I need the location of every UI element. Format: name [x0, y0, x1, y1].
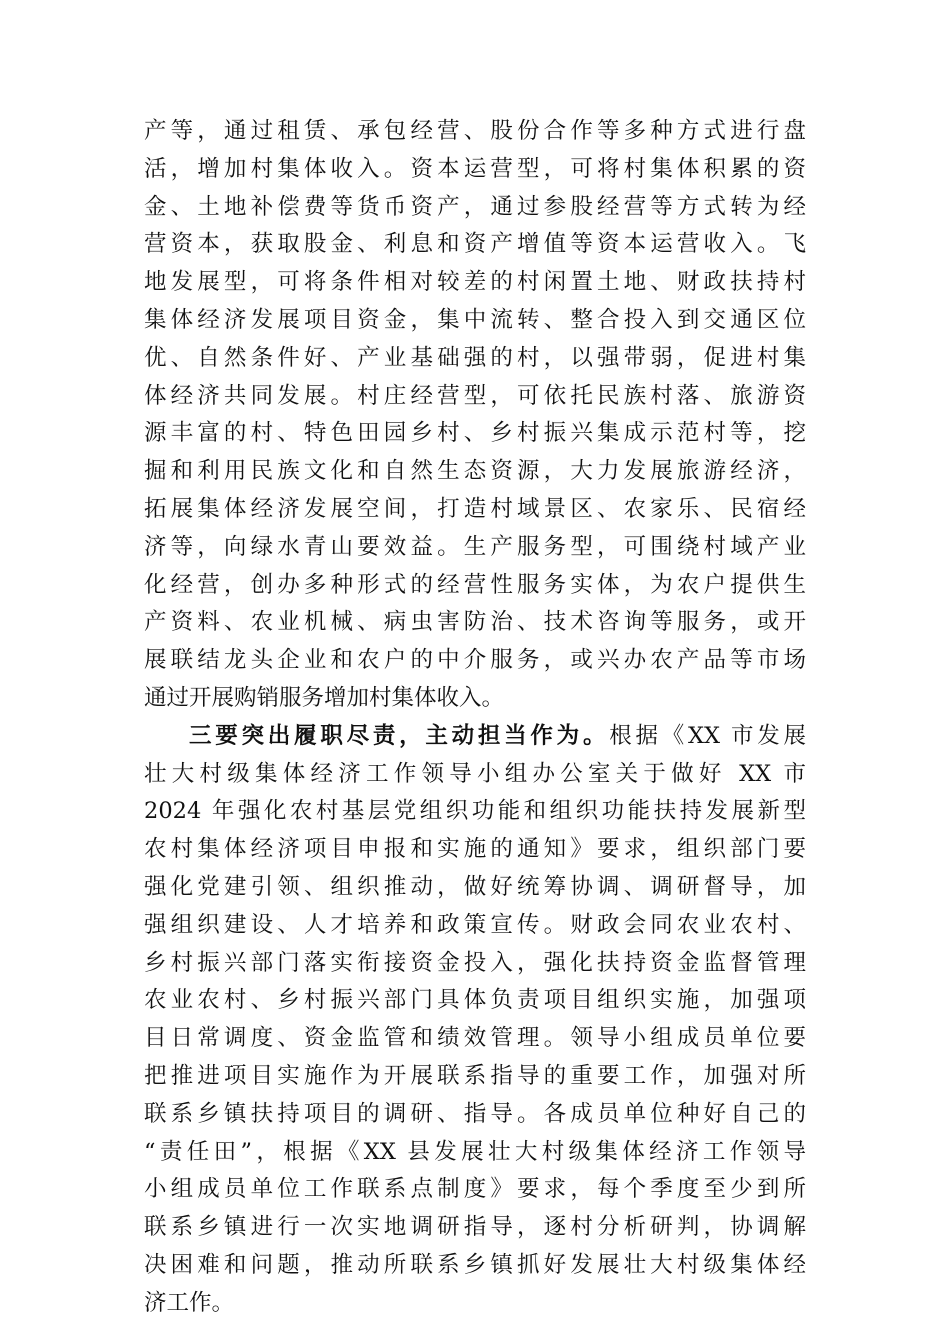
text-line: 营资本，获取股金、利息和资产增值等资本运营收入。飞 — [144, 231, 806, 258]
text-line: 壮大村级集体经济工作领导小组办公室关于做好 XX 市 — [144, 760, 806, 787]
text-line: 济工作。 — [144, 1289, 235, 1316]
text-line: 联系乡镇进行一次实地调研指导，逐村分析研判，协调解 — [144, 1214, 806, 1241]
text-line: 农业农村、乡村振兴部门具体负责项目组织实施，加强项 — [144, 987, 806, 1014]
text-line: 强组织建设、人才培养和政策宣传。财政会同农业农村、 — [144, 911, 806, 938]
text-line: 目日常调度、资金监管和绩效管理。领导小组成员单位要 — [144, 1025, 806, 1052]
text-line: 地发展型，可将条件相对较差的村闲置土地、财政扶持村 — [144, 269, 806, 296]
text-line: 济等，向绿水青山要效益。生产服务型，可围绕村域产业 — [144, 533, 806, 560]
text-line: 2024 年强化农村基层党组织功能和组织功能扶持发展新型 — [144, 798, 806, 825]
text-line: 产等，通过租赁、承包经营、股份合作等多种方式进行盘 — [144, 118, 806, 144]
text-line: 集体经济发展项目资金，集中流转、整合投入到交通区位 — [144, 306, 806, 333]
text-line: 金、土地补偿费等货币资产，通过参股经营等方式转为经 — [144, 193, 806, 220]
paragraph-2-first-line — [144, 718, 806, 756]
text-line: 掘和利用民族文化和自然生态资源，大力发展旅游经济， — [144, 458, 806, 485]
text-line: 决困难和问题，推动所联系乡镇抓好发展壮大村级集体经 — [144, 1251, 806, 1278]
text-line: 把推进项目实施作为开展联系指导的重要工作，加强对所 — [144, 1062, 806, 1089]
text-line: 优、自然条件好、产业基础强的村，以强带弱，促进村集 — [144, 344, 806, 371]
document-body — [144, 113, 806, 1323]
text-line: 农村集体经济项目申报和实施的通知》要求，组织部门要 — [144, 836, 806, 863]
text-line: 拓展集体经济发展空间，打造村域景区、农家乐、民宿经 — [144, 495, 806, 522]
text-line: 通过开展购销服务增加村集体收入。 — [144, 684, 505, 711]
text-run: 根据《XX 市发展 — [609, 722, 806, 749]
text-line: “责任田”，根据《XX 县发展壮大村级集体经济工作领导 — [144, 1138, 806, 1165]
paragraph-1 — [144, 113, 806, 718]
text-line: 体经济共同发展。村庄经营型，可依托民族村落、旅游资 — [144, 382, 806, 409]
text-line: 产资料、农业机械、病虫害防治、技术咨询等服务，或开 — [144, 609, 806, 636]
text-line: 展联结龙头企业和农户的中介服务，或兴办农产品等市场 — [144, 647, 806, 674]
text-line: 小组成员单位工作联系点制度》要求，每个季度至少到所 — [144, 1176, 806, 1203]
section-heading: 三要突出履职尽责，主动担当作为。 — [189, 722, 610, 749]
text-line: 乡村振兴部门落实衔接资金投入，强化扶持资金监督管理 — [144, 949, 806, 976]
paragraph-2 — [144, 718, 806, 1323]
text-line: 联系乡镇扶持项目的调研、指导。各成员单位种好自己的 — [144, 1100, 806, 1127]
text-line: 源丰富的村、特色田园乡村、乡村振兴集成示范村等，挖 — [144, 420, 806, 447]
text-line: 化经营，创办多种形式的经营性服务实体，为农户提供生 — [144, 571, 806, 598]
text-line: 强化党建引领、组织推动，做好统筹协调、调研督导，加 — [144, 873, 806, 900]
text-line: 活，增加村集体收入。资本运营型，可将村集体积累的资 — [144, 155, 806, 182]
